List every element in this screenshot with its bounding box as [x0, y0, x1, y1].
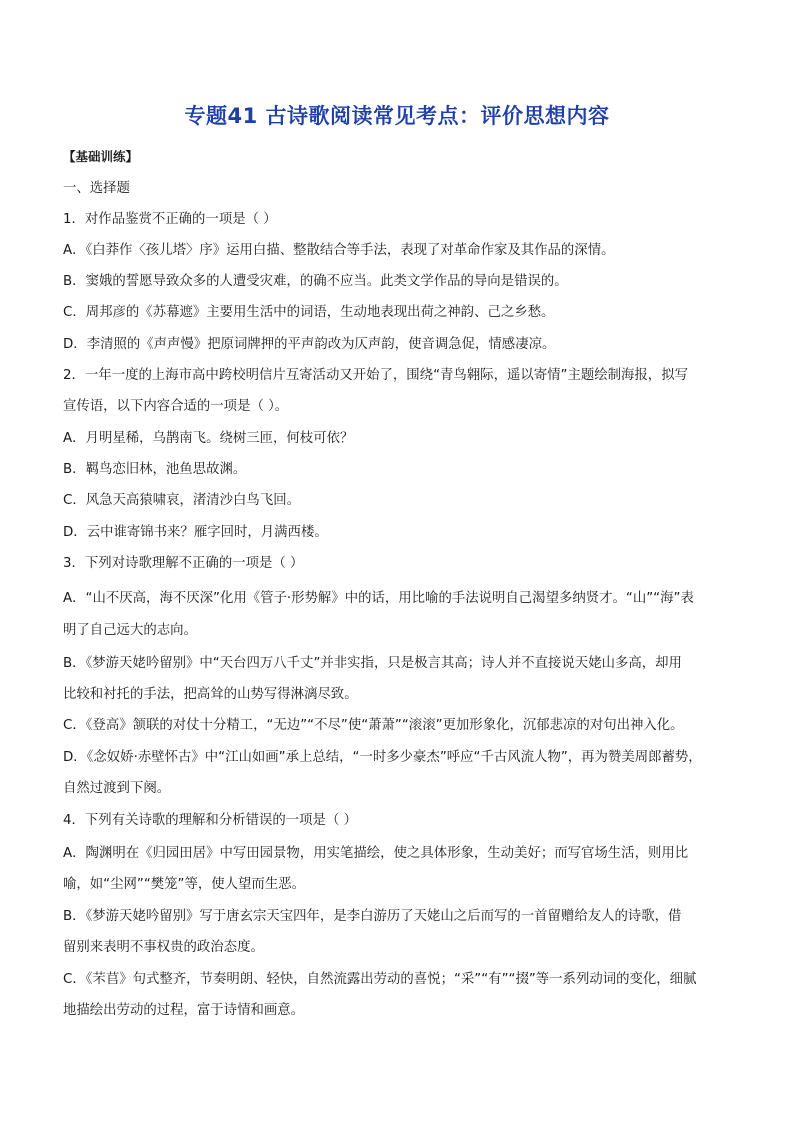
question-1-option-d: D．李清照的《声声慢》把原词牌押的平声韵改为仄声韵，使音调急促，情感凄凉。 [63, 337, 556, 352]
question-3-stem: 3．下列对诗歌理解不正确的一项是（ ） [63, 556, 304, 571]
question-3-option-b-cont: 比较和衬托的手法，把高耸的山势写得淋漓尽致。 [63, 687, 358, 702]
question-2-stem-cont: 宣传语，以下内容合适的一项是（ ）。 [63, 399, 289, 414]
question-2-stem: 2．一年一度的上海市高中跨校明信片互寄活动又开始了，围绕“青鸟翱际，遥以寄情”主题绘制海报，拟写 [63, 368, 688, 383]
document-title: 专题41 古诗歌阅读常见考点：评价思想内容 [184, 104, 610, 128]
question-3-option-b: B．《梦游天姥吟留别》中“天台四万八千丈”并非实指，只是极言其高；诗人并不直接说天姥山多高，却用 [63, 656, 682, 671]
question-1-option-a: A．《白莽作〈孩儿塔〉序》运用白描、整散结合等手法，表现了对革命作家及其作品的深情。 [63, 243, 615, 258]
question-1-option-c: C．周邦彦的《苏幕遮》主要用生活中的词语，生动地表现出荷之神韵、己之乡愁。 [63, 305, 555, 320]
question-2-option-a: A．月明星稀，乌鹊南飞。绕树三匝，何枝可依？ [63, 431, 354, 446]
question-4-option-b-cont: 留别来表明不事权贵的政治态度。 [63, 940, 264, 955]
question-3-option-d-cont: 自然过渡到下阕。 [63, 781, 171, 796]
question-3-option-d: D．《念奴娇·赤壁怀古》中“江山如画”承上总结，“一时多少豪杰”呼应“千古风流人物”，再为赞美周郎蓄势， [63, 750, 702, 765]
question-2-option-c: C．风急天高猿啸哀，渚清沙白鸟飞回。 [63, 493, 300, 508]
section-heading-choice: 一、选择题 [63, 181, 130, 196]
question-3-option-c: C．《登高》颔联的对仗十分精工，“无边”“不尽”使“萧萧”“滚滚”更加形象化，沉郁悲凉的对句出神入化。 [63, 718, 684, 733]
question-4-stem: 4．下列有关诗歌的理解和分析错误的一项是（ ） [63, 813, 357, 828]
section-heading-basic-training: 【基础训练】 [63, 149, 139, 164]
question-1-stem: 1．对作品鉴赏不正确的一项是（ ） [63, 212, 277, 227]
question-2-option-b: B．羁鸟恋旧林，池鱼思故渊。 [63, 462, 247, 477]
question-4-option-b: B．《梦游天姥吟留别》写于唐玄宗天宝四年，是李白游历了天姥山之后而写的一首留赠给友人的诗歌，借 [63, 909, 682, 924]
question-4-option-c: C．《芣苢》句式整齐，节奏明朗、轻快，自然流露出劳动的喜悦；“采”“有”“掇”等一系列动词的变化，细腻 [63, 972, 697, 987]
question-4-option-a-cont: 喻，如“尘网”“樊笼”等，使人望而生恶。 [63, 877, 305, 892]
question-3-option-a: A．“山不厌高，海不厌深”化用《管子·形势解》中的话，用比喻的手法说明自己渴望多纳贤才。“山”“海”表 [63, 591, 694, 606]
question-2-option-d: D．云中谁寄锦书来？雁字回时，月满西楼。 [63, 525, 328, 540]
question-4-option-a: A．陶渊明在《归园田居》中写田园景物，用实笔描绘，使之具体形象，生动美好；而写官场生活，则用比 [63, 846, 689, 861]
question-3-option-a-cont: 明了自己远大的志向。 [63, 623, 197, 638]
question-1-option-b: B．窦娥的誓愿导致众多的人遭受灾难，的确不应当。此类文学作品的导向是错误的。 [63, 274, 568, 289]
question-4-option-c-cont: 地描绘出劳动的过程，富于诗情和画意。 [63, 1003, 305, 1018]
